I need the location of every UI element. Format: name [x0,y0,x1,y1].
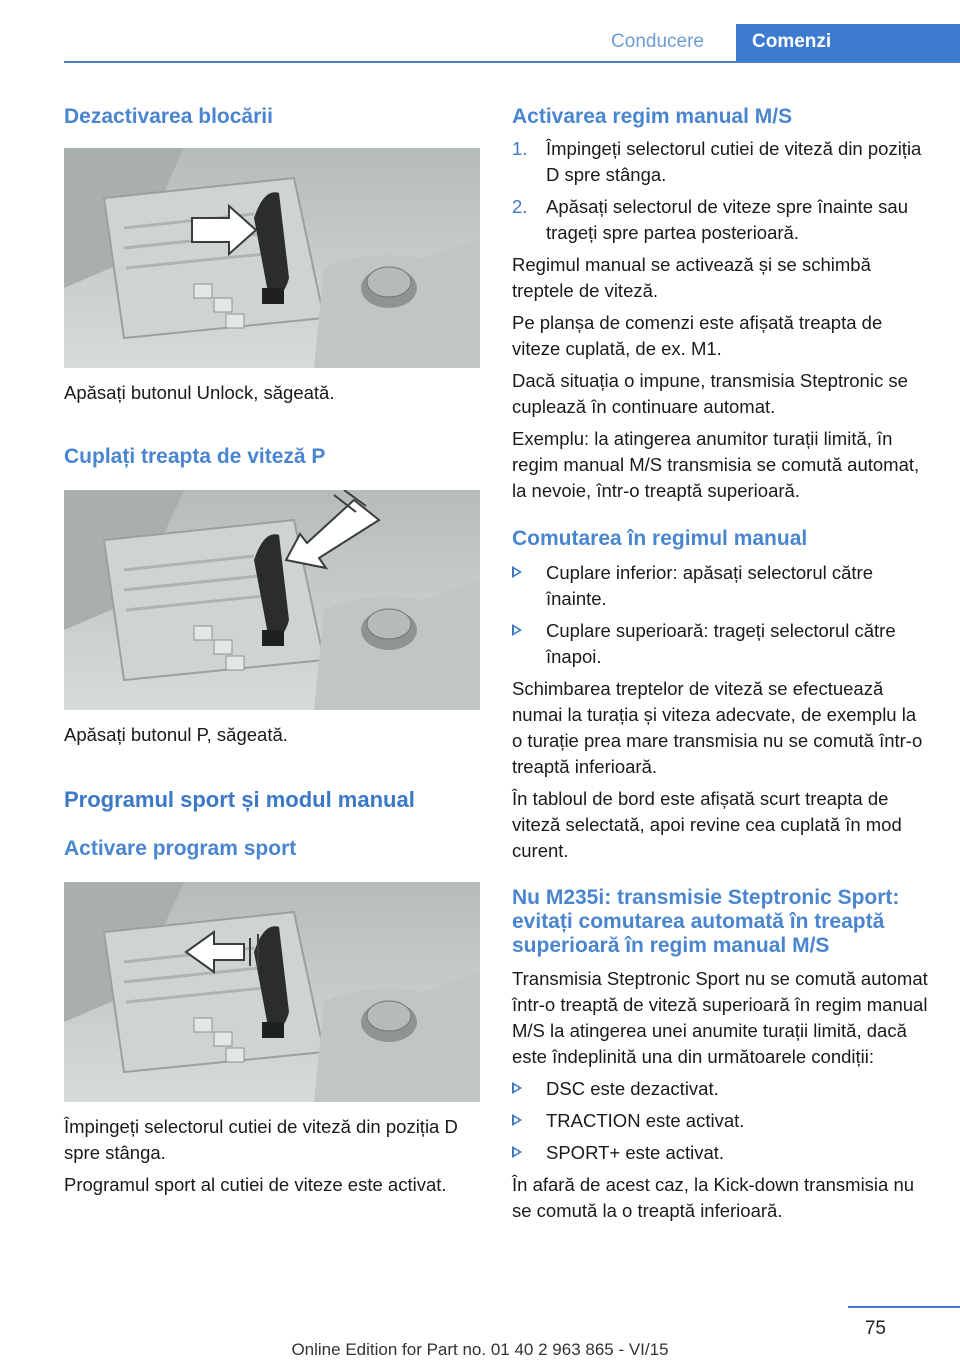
caption-unlock: Apăsați butonul Unlock, săgeată. [64,382,335,403]
header-section: Conducere [611,31,704,52]
heading-shift-manual: Comutarea în regimul manual [512,527,808,550]
header-rule [64,61,960,63]
page-header [0,24,960,62]
gear-selector-unlock-figure [64,148,480,368]
paragraph: Exemplu: la atingerea anumitor turații limită, în regim manual M/S transmisia se comută automat, la nevoie, într-o treaptă superioară. [512,428,920,501]
caption-sport-2: Programul sport al cutiei de viteze este activat. [64,1174,447,1195]
paragraph: Pe planșa de comenzi este afișată treapta de viteze cuplată, de ex. M1. [512,312,883,359]
step-text: Apăsați selectorul de viteze spre înainte sau trageți spre partea posterioară. [546,196,908,243]
left-column [64,100,480,1198]
caption-park: Apăsați butonul P, săgeată. [64,724,288,745]
paragraph: Transmisia Steptronic Sport nu se comută automat într-o treaptă de viteză superioară în regim manual M/S la atingerea unei anumite turații limită, dacă este îndeplinită una din următoarele condiții: [512,968,928,1067]
heading-unlock: Dezactivarea blocării [64,105,273,128]
heading-sport-program: Activare program sport [64,837,297,860]
heading-park: Cuplați treapta de viteză P [64,445,326,468]
list-item [512,1076,928,1102]
list-item-text: DSC este dezactivat. [546,1078,719,1099]
step-number: 2. [512,196,528,217]
manual-steps-list [512,136,928,246]
list-item [512,618,928,670]
triangle-bullet-icon [512,1114,522,1126]
paragraph: Schimbarea treptelor de viteză se efectuează numai la turația și viteza adecvate, de exemplu la o turație prea mare transmisia nu se comută într-o treaptă inferioară. [512,678,923,777]
conditions-list [512,1076,928,1166]
step-text: Împingeți selectorul cutiei de viteză din poziția D spre stânga. [546,138,922,185]
list-item [512,1108,928,1134]
list-item-text: SPORT+ este activat. [546,1142,725,1163]
list-item-text: Cuplare inferior: apăsați selectorul către înainte. [546,562,873,609]
gear-selector-park-figure [64,490,480,710]
footer-rule [848,1306,960,1308]
paragraph: În afară de acest caz, la Kick-down transmisia nu se comută la o treaptă inferioară. [512,1174,915,1221]
list-item [512,1140,928,1166]
heading-manual-mode: Activarea regim manual M/S [512,105,793,128]
page-number: 75 [864,1318,886,1339]
triangle-bullet-icon [512,1146,522,1158]
triangle-bullet-icon [512,566,522,578]
paragraph: Regimul manual se activează și se schimbă treptele de viteză. [512,254,871,301]
heading-sport-manual: Programul sport și modul manual [64,787,415,812]
footer-edition: Online Edition for Part no. 01 40 2 963 865 - VI/15 [291,1340,669,1359]
caption-sport-1: Împingeți selectorul cutiei de viteză din poziția D spre stânga. [64,1116,458,1163]
header-chapter-tab: Comenzi [736,24,960,62]
heading-no-m235i: Nu M235i: transmisie Steptronic Sport: evitați comutarea automată în treaptă superioară în regim manual M/S [512,886,900,957]
right-column [512,100,928,1224]
triangle-bullet-icon [512,624,522,636]
gear-selector-sport-figure [64,882,480,1102]
triangle-bullet-icon [512,1082,522,1094]
list-item [512,136,928,188]
shift-list [512,560,928,670]
paragraph: Dacă situația o impune, transmisia Steptronic se cuplează în continuare automat. [512,370,908,417]
step-number: 1. [512,138,528,159]
list-item-text: TRACTION este activat. [546,1110,745,1131]
list-item [512,194,928,246]
list-item [512,560,928,612]
list-item-text: Cuplare superioară: trageți selectorul către înapoi. [546,620,896,667]
paragraph: În tabloul de bord este afișată scurt treapta de viteză selectată, apoi revine cea cuplată în mod curent. [512,788,902,861]
